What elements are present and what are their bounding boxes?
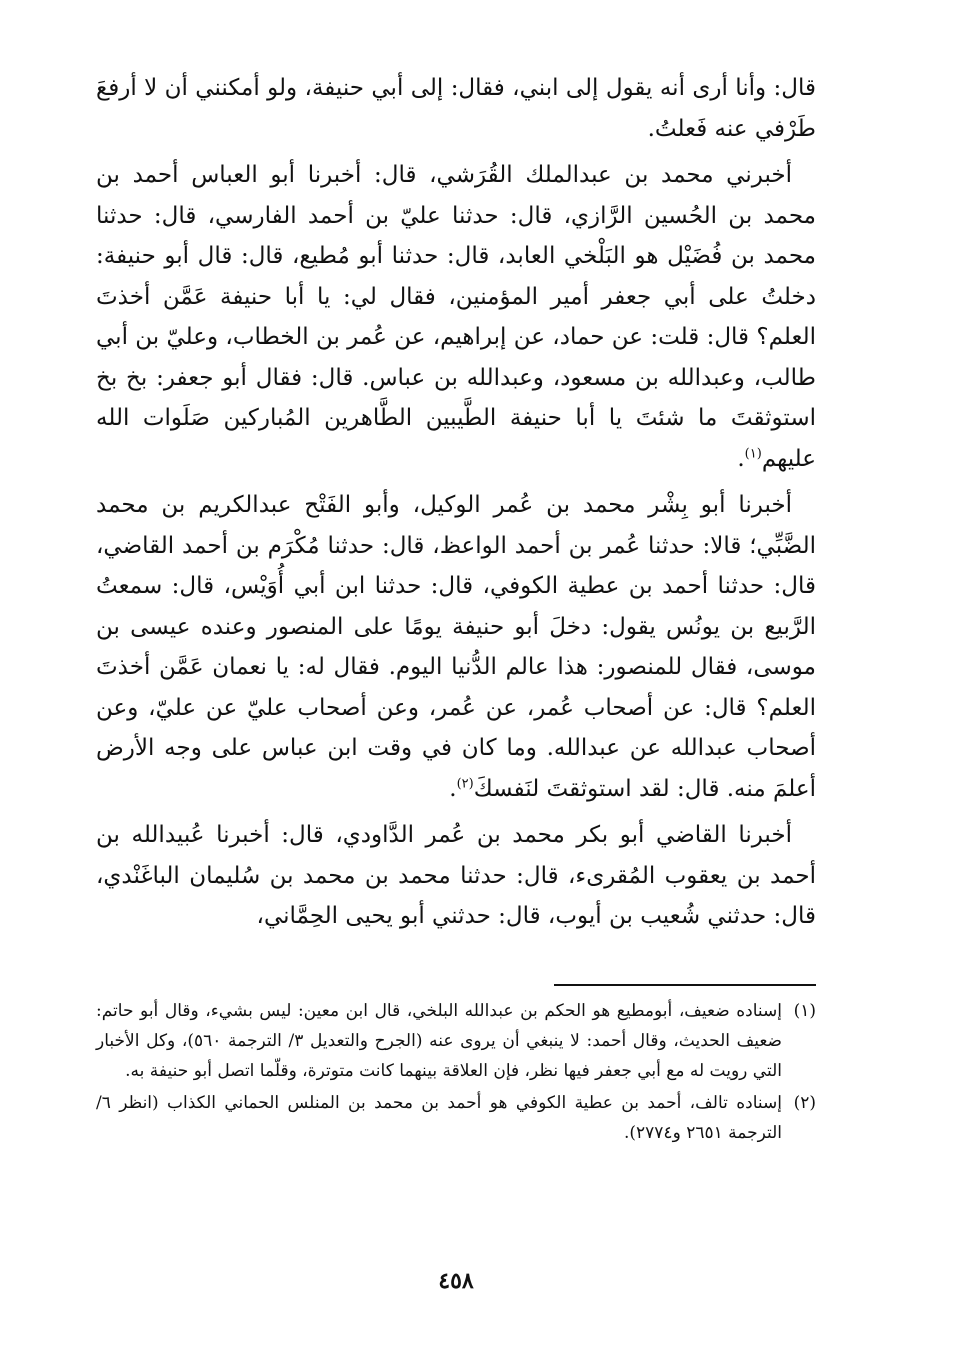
footnote-reference: (١)	[744, 445, 762, 461]
footnote-text: إسناده ضعيف، أبومطيع هو الحكم بن عبدالله البلخي، قال ابن معين: ليس بشيء، وقال أبو حاتم: ضعيف الحديث، وقال أحمد: لا ينبغي أن يروى عنه (الجرح والتعديل ٣/ الترجمة ٥٦٠)، وكل الأخبار التي رويت له مع أبي جعفر فيها نظر، فإن العلاقة بينهما كانت متوترة، وقلّما اتصل أبو حنيفة به.	[96, 1001, 782, 1081]
footnote-reference: (٢)	[456, 775, 474, 791]
paragraph-text: أخبرنا القاضي أبو بكر محمد بن عُمر الدَّاودي، قال: أخبرنا عُبيدالله بن أحمد بن يعقوب المُقرىء، قال: حدثنا محمد بن محمد بن سُليمان الباغَنْدي، قال: حدثني شُعيب بن أيوب، قال: حدثني أبو يحيى الحِمَّاني،	[96, 822, 816, 929]
paragraph-text: قال: وأنا أرى أنه يقول إلى ابني، فقال: إلى أبي حنيفة، ولو أمكنني أن لا أرفعَ طَرْفي عنه فَعلتُ.	[96, 75, 816, 142]
main-text	[96, 68, 816, 937]
footnote-number: (٢)	[793, 1093, 816, 1113]
paragraph-text: أخبرنا أبو بِشْر محمد بن عُمر الوكيل، وأبو الفَتْح عبدالكريم بن محمد الضَّبِّي؛ قالا: حدثنا عُمر بن أحمد الواعظ، قال: حدثنا مُكْرَم بن أحمد القاضي، قال: حدثنا أحمد بن عطية الكوفي، قال: حدثنا ابن أبي أُوَيْس، قال: سمعتُ الرَّبيع بن يونُس يقول: دخلَ أبو حنيفة يومًا على المنصور وعنده عيسى بن موسى، فقال للمنصور: هذا عالم الدُّنيا اليوم. فقال له: يا نعمان عَمَّن أخذتَ العلم؟ قال: عن أصحاب عُمر، عن عُمر، وعن أصحاب عليّ عن عليّ، وعن أصحاب عبدالله عن عبدالله. وما كان في وقت ابن عباس على وجه الأرض أعلمَ منه. قال: لقد استوثقتَ لنَفسكَ	[96, 492, 816, 802]
footnote	[96, 996, 816, 1086]
paragraph	[96, 155, 816, 479]
punctuation: .	[449, 775, 457, 802]
paragraph	[96, 68, 816, 149]
paragraph-text: أخبرني محمد بن عبدالملك القُرَشي، قال: أخبرنا أبو العباس أحمد بن محمد بن الحُسين الرَّازي، قال: حدثنا عليّ بن أحمد الفارسي، قال: حدثنا محمد بن فُضَيْل هو البَلْخي العابد، قال: حدثنا أبو مُطيع، قال: قال أبو حنيفة: دخلتُ على أبي جعفر أمير المؤمنين، فقال لي: يا أبا حنيفة عَمَّن أخذتَ العلم؟ قال: قلت: عن حماد، عن إبراهيم، عن عُمر بن الخطاب، وعليّ بن أبي طالب، وعبدالله بن مسعود، وعبدالله بن عباس. قال: فقال أبو جعفر: بخ بخ استوثقتَ ما شئتَ يا أبا حنيفة الطَّيبين الطَّاهرين المُباركين صَلَوات الله عليهم	[96, 162, 816, 472]
footnote-separator	[554, 984, 816, 986]
footnotes	[96, 996, 816, 1150]
footnote	[96, 1088, 816, 1148]
paragraph	[96, 485, 816, 809]
footnote-text: إسناده تالف، أحمد بن عطية الكوفي هو أحمد بن محمد بن المنلس الحماني الكذاب (انظر ٦/ الترجمة ٢٦٥١ و٢٧٧٤).	[96, 1093, 782, 1143]
paragraph	[96, 815, 816, 937]
punctuation: .	[737, 445, 745, 472]
footnote-number: (١)	[793, 1001, 816, 1021]
book-page	[96, 68, 816, 1308]
page-number: ٤٥٨	[438, 1268, 474, 1294]
